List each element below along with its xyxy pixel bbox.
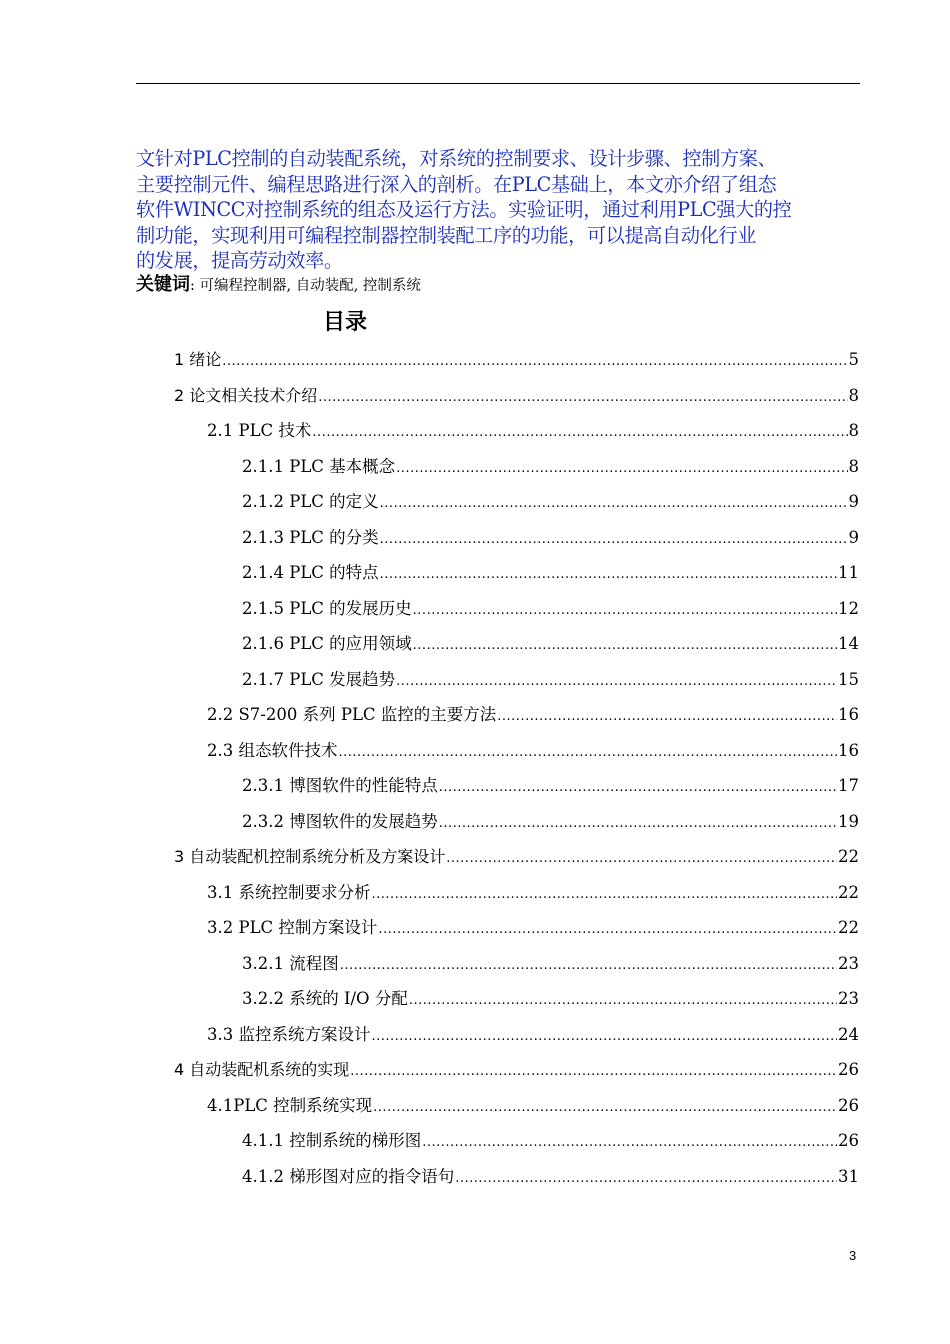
toc-entry[interactable] [174, 845, 859, 869]
toc-entry[interactable] [242, 987, 859, 1011]
toc-entry-label: 2.1.1 PLC 基本概念 [242, 456, 396, 476]
toc-dot-leader [312, 421, 847, 445]
toc-dot-leader [455, 1167, 837, 1191]
toc-entry[interactable] [207, 1023, 859, 1047]
toc-entry-label: 2.3 组态软件技术 [207, 740, 338, 760]
toc-entry[interactable] [174, 1058, 859, 1082]
toc-entry[interactable] [242, 632, 859, 656]
toc-entry[interactable] [207, 881, 859, 905]
abstract-line: 文针对PLC控制的自动装配系统，对系统的控制要求、设计步骤、控制方案、 [136, 147, 777, 170]
toc-dot-leader [339, 741, 838, 765]
toc-title: 目录 [323, 310, 368, 335]
toc-entry-label: 2.1.4 PLC 的特点 [242, 563, 379, 582]
toc-entry-label: 2.1.7 PLC 发展趋势 [242, 669, 396, 689]
toc-entry[interactable] [242, 774, 859, 798]
toc-entry-label: 2.1 PLC 技术 [207, 421, 312, 440]
toc-dot-leader [372, 883, 838, 907]
toc-entry-page: 22 [838, 882, 859, 902]
keywords-label: 关键词 [136, 274, 190, 295]
toc-dot-leader [318, 386, 847, 410]
toc-entry[interactable] [242, 1165, 859, 1189]
toc-entry-page: 14 [838, 634, 859, 653]
toc-entry-page: 15 [838, 669, 859, 689]
toc-entry-label: 3 自动装配机控制系统分析及方案设计 [174, 847, 446, 866]
toc-dot-leader [413, 599, 837, 623]
toc-entry-page: 19 [838, 811, 859, 831]
toc-dot-leader [350, 1060, 837, 1084]
toc-dot-leader [446, 847, 837, 871]
toc-entry-page: 26 [838, 1131, 859, 1150]
abstract-line: 软件WINCC对控制系统的组态及运行方法。实验证明，通过利用PLC强大的控 [136, 198, 792, 221]
toc-dot-leader [340, 954, 837, 978]
toc-entry-page: 8 [848, 421, 859, 440]
toc-dot-leader [413, 634, 837, 658]
toc-dot-leader [372, 1025, 838, 1049]
toc-entry-label: 2.2 S7-200 系列 PLC 监控的主要方法 [207, 705, 497, 724]
toc-entry-page: 23 [838, 953, 859, 973]
toc-dot-leader [497, 705, 837, 729]
toc-entry-label: 1 绪论 [174, 350, 222, 369]
toc-entry[interactable] [242, 1129, 859, 1153]
toc-entry-label: 3.2.1 流程图 [242, 953, 339, 973]
toc-dot-leader [409, 989, 837, 1013]
toc-dot-leader [396, 670, 837, 694]
toc-entry-page: 8 [848, 456, 859, 476]
toc-entry-label: 2.3.2 博图软件的发展趋势 [242, 811, 438, 831]
toc-entry[interactable] [207, 739, 859, 763]
toc-entry-label: 2.1.6 PLC 的应用领域 [242, 634, 412, 653]
toc-entry[interactable] [242, 526, 859, 550]
toc-dot-leader [422, 1131, 837, 1155]
toc-entry-page: 9 [848, 527, 859, 547]
toc-entry-page: 12 [838, 598, 859, 618]
toc-entry-label: 3.3 监控系统方案设计 [207, 1024, 371, 1044]
abstract-line: 主要控制元件、编程思路进行深入的剖析。在PLC基础上，本文亦介绍了组态 [136, 172, 777, 196]
toc-entry-label: 3.1 系统控制要求分析 [207, 882, 371, 902]
toc-entry[interactable] [207, 916, 859, 940]
toc-entry-page: 26 [838, 1095, 859, 1115]
toc-entry-label: 4.1.1 控制系统的梯形图 [242, 1131, 422, 1150]
toc-entry[interactable] [242, 952, 859, 976]
toc-entry-page: 22 [838, 918, 859, 937]
toc-entry-page: 9 [848, 492, 859, 511]
toc-entry-label: 3.2 PLC 控制方案设计 [207, 918, 378, 937]
toc-entry-page: 22 [838, 847, 859, 866]
toc-dot-leader [373, 1096, 837, 1120]
toc-entry-page: 11 [838, 563, 859, 582]
toc-entry[interactable] [242, 561, 859, 585]
page-number: 3 [849, 1248, 857, 1263]
toc-dot-leader [396, 457, 847, 481]
toc-entry-page: 5 [848, 350, 859, 369]
abstract-line: 的发展，提高劳动效率。 [136, 249, 343, 272]
toc-dot-leader [439, 776, 837, 800]
toc-dot-leader [380, 492, 848, 516]
toc-entry-page: 8 [848, 385, 859, 405]
toc-entry-label: 4.1.2 梯形图对应的指令语句 [242, 1166, 455, 1186]
toc-entry-label: 3.2.2 系统的 I/O 分配 [242, 989, 408, 1008]
toc-entry-label: 2.3.1 博图软件的性能特点 [242, 776, 438, 795]
toc-entry-label: 4 自动装配机系统的实现 [174, 1060, 350, 1079]
keywords-text: : 可编程控制器, 自动装配, 控制系统 [190, 278, 421, 294]
toc-dot-leader [222, 350, 847, 374]
toc-dot-leader [380, 528, 848, 552]
toc-entry-label: 2 论文相关技术介绍 [174, 385, 318, 405]
toc-entry-page: 16 [838, 705, 859, 724]
toc-entry[interactable] [242, 455, 859, 479]
toc-entry-label: 2.1.5 PLC 的发展历史 [242, 598, 412, 618]
toc-entry[interactable] [207, 703, 859, 727]
toc-entry[interactable] [242, 597, 859, 621]
toc-dot-leader [378, 918, 837, 942]
toc-entry[interactable] [207, 419, 859, 443]
toc-entry-page: 17 [838, 776, 859, 795]
toc-entry-page: 31 [838, 1166, 859, 1186]
toc-entry-page: 23 [838, 989, 859, 1008]
toc-entry-page: 24 [838, 1024, 859, 1044]
toc-entry[interactable] [207, 1094, 859, 1118]
toc-entry-page: 16 [838, 740, 859, 760]
toc-entry-label: 4.1PLC 控制系统实现 [207, 1095, 373, 1115]
toc-entry[interactable] [242, 810, 859, 834]
toc-entry[interactable] [174, 348, 859, 372]
toc-entry-label: 2.1.2 PLC 的定义 [242, 492, 379, 511]
toc-entry-label: 2.1.3 PLC 的分类 [242, 527, 379, 547]
toc-dot-leader [439, 812, 837, 836]
toc-entry[interactable] [242, 490, 859, 514]
toc-entry[interactable] [242, 668, 859, 692]
toc-dot-leader [380, 563, 837, 587]
abstract-line: 制功能，实现利用可编程控制器控制装配工序的功能，可以提高自动化行业 [136, 223, 756, 247]
toc-entry-page: 26 [838, 1060, 859, 1079]
toc-entry[interactable] [174, 384, 859, 408]
